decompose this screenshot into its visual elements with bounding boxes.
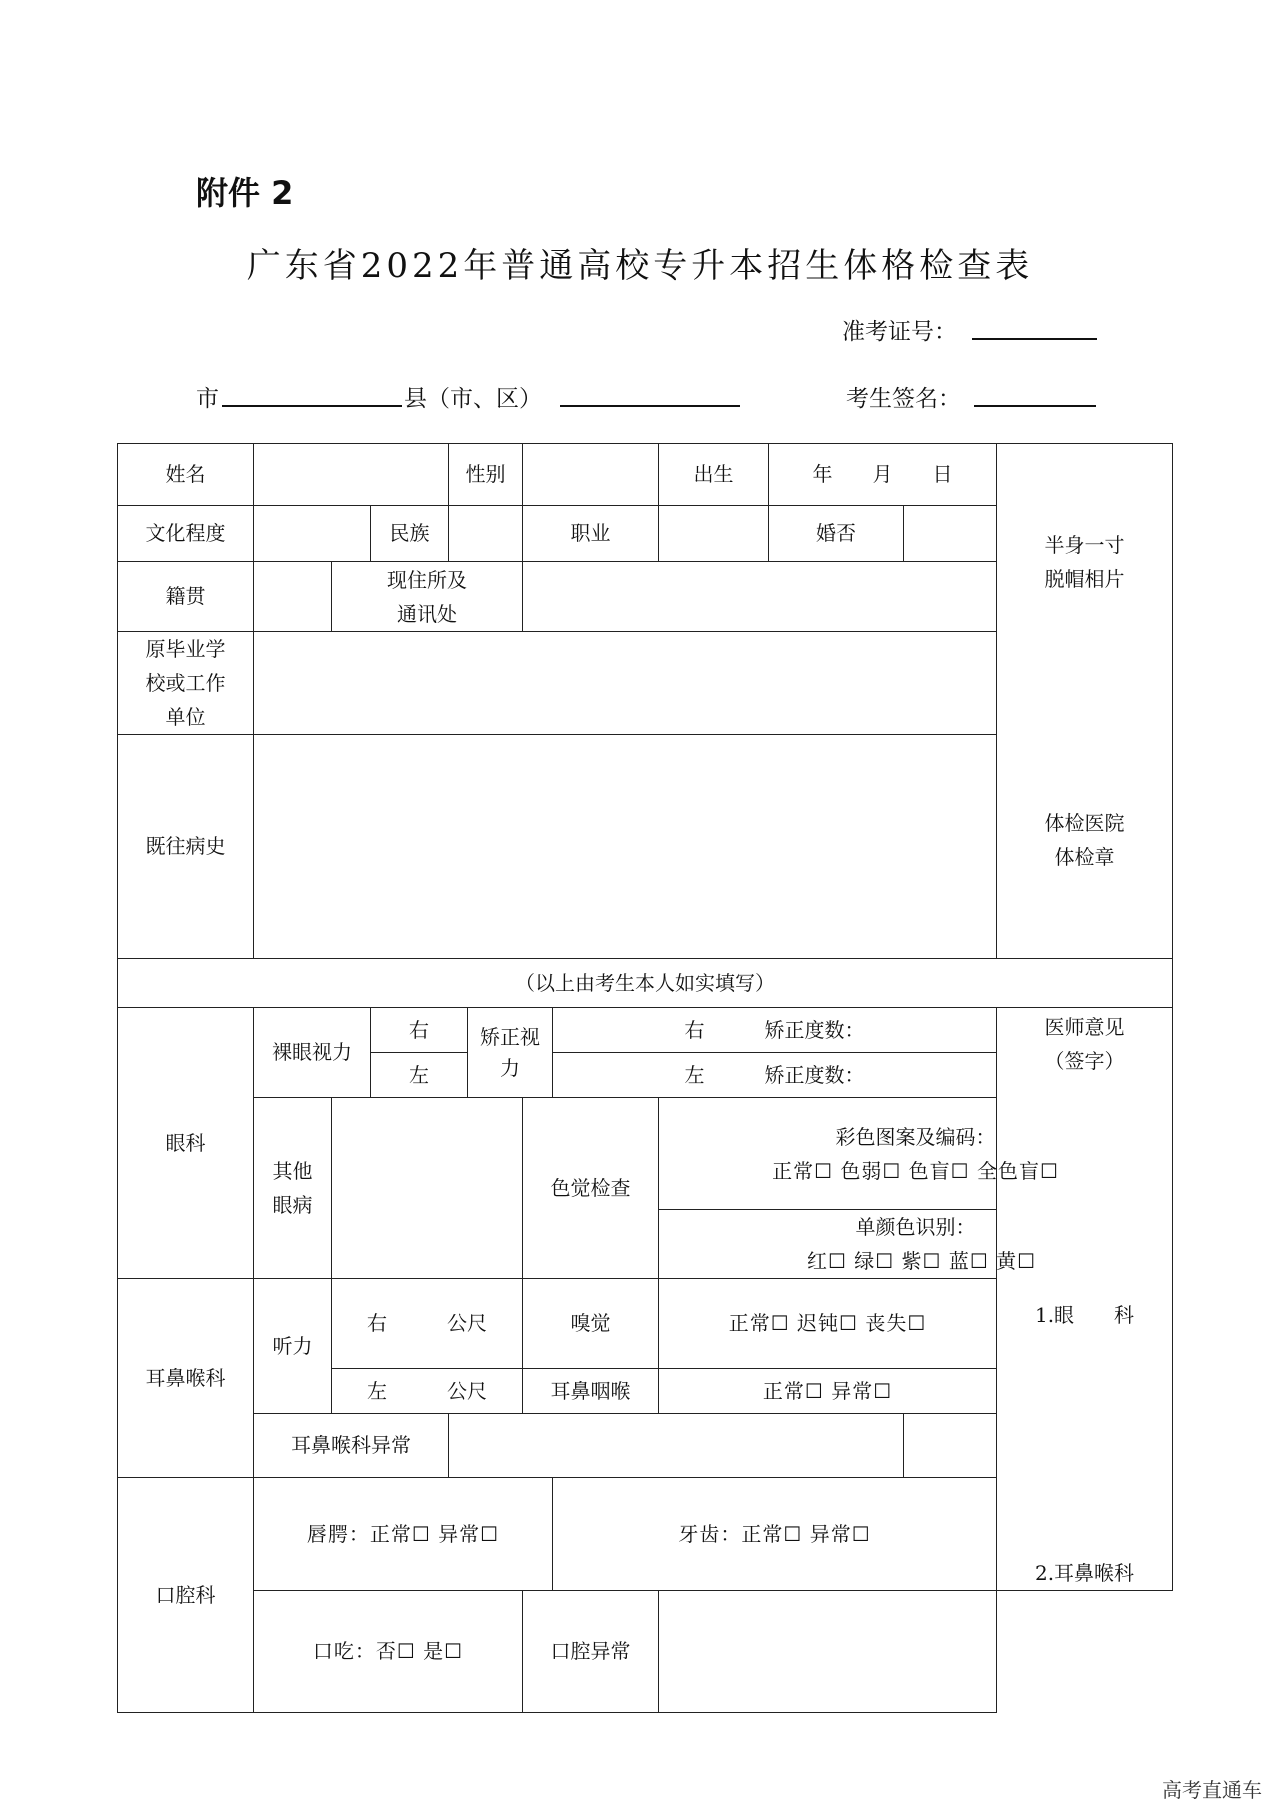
exam-id-label: 准考证号： xyxy=(842,319,957,345)
ent-section-label: 耳鼻喉科 xyxy=(118,1279,254,1478)
address-field[interactable] xyxy=(523,562,997,632)
photo-area xyxy=(997,444,1173,959)
occupation-field[interactable] xyxy=(659,506,769,562)
county-label: 县（市、区） xyxy=(404,386,542,412)
address-label-line1: 现住所及 xyxy=(387,567,467,592)
attachment-label: 附件 2 xyxy=(196,174,294,212)
smell-label: 嗅觉 xyxy=(523,1279,659,1369)
school-field[interactable] xyxy=(254,632,997,735)
history-field[interactable] xyxy=(254,735,997,959)
city-field[interactable] xyxy=(222,405,402,407)
color-check-label: 色觉检查 xyxy=(523,1098,659,1279)
ethnicity-field[interactable] xyxy=(449,506,523,562)
school-label-line2: 校或工作 xyxy=(145,671,226,695)
school-label xyxy=(118,632,254,735)
history-label: 既往病史 xyxy=(118,735,254,959)
hearing-label: 听力 xyxy=(254,1279,332,1414)
photo-label-line1: 半身一寸 xyxy=(1044,533,1125,557)
hearing-right-field[interactable]: 右 公尺 xyxy=(332,1279,523,1369)
ent-abnormal-label: 耳鼻喉科异常 xyxy=(254,1414,449,1478)
lip-options[interactable]: 唇腭：正常☐ 异常☐ xyxy=(254,1478,553,1591)
physical-exam-table xyxy=(117,443,1173,1713)
oral-section-label: 口腔科 xyxy=(118,1478,254,1713)
watermark: 高考直通车 xyxy=(1162,1778,1262,1802)
birth-label: 出生 xyxy=(659,444,769,506)
name-label: 姓名 xyxy=(118,444,254,506)
corrected-left-field[interactable]: 左 矫正度数： xyxy=(553,1053,997,1098)
naked-left-field[interactable]: 左 xyxy=(371,1053,468,1098)
signature-field[interactable] xyxy=(974,405,1096,407)
color-pattern-cell xyxy=(659,1098,1173,1210)
self-fill-note: （以上由考生本人如实填写） xyxy=(118,959,1173,1008)
oral-abnormal-field[interactable] xyxy=(659,1591,997,1713)
form-title: 广东省2022年普通高校专升本招生体格检查表 xyxy=(246,246,1034,286)
stamp-label-line2: 体检章 xyxy=(1054,845,1115,869)
eye-section-label: 眼科 xyxy=(118,1008,254,1279)
ent-abnormal-field[interactable] xyxy=(449,1414,904,1478)
doctor-sign-label: （签字） xyxy=(1044,1049,1125,1073)
education-field[interactable] xyxy=(254,506,371,562)
single-color-cell xyxy=(659,1210,1173,1279)
other-eye-label-line1: 其他 xyxy=(272,1159,313,1183)
address-label-line2: 通讯处 xyxy=(397,601,457,626)
color-pattern-label: 彩色图案及编码： xyxy=(835,1124,996,1149)
doctor-ent-item: 2.耳鼻喉科 xyxy=(1034,1561,1135,1585)
corrected-right-field[interactable]: 右 矫正度数： xyxy=(553,1008,997,1053)
native-place-field[interactable] xyxy=(254,562,332,632)
oral-abnormal-label: 口腔异常 xyxy=(523,1591,659,1713)
county-field[interactable] xyxy=(560,405,740,407)
address-label xyxy=(332,562,523,632)
gender-label: 性别 xyxy=(449,444,523,506)
photo-label-line2: 脱帽相片 xyxy=(1044,567,1125,591)
other-eye-field[interactable] xyxy=(332,1098,523,1279)
throat-options[interactable]: 正常☐ 异常☐ xyxy=(659,1369,997,1414)
hearing-left-field[interactable]: 左 公尺 xyxy=(332,1369,523,1414)
native-place-label: 籍贯 xyxy=(118,562,254,632)
other-eye-label xyxy=(254,1098,332,1279)
signature-label: 考生签名： xyxy=(846,386,961,412)
exam-id-field[interactable] xyxy=(972,338,1097,340)
stutter-options[interactable]: 口吃：否☐ 是☐ xyxy=(254,1591,523,1713)
single-color-options[interactable]: 红☐ 绿☐ 紫☐ 蓝☐ 黄☐ xyxy=(806,1249,1037,1273)
city-label: 市 xyxy=(196,386,219,412)
marital-field[interactable] xyxy=(904,506,997,562)
gender-field[interactable] xyxy=(523,444,659,506)
doctor-eye-item: 1.眼 科 xyxy=(1034,1303,1135,1327)
other-eye-label-line2: 眼病 xyxy=(272,1193,313,1217)
teeth-options[interactable]: 牙齿：正常☐ 异常☐ xyxy=(553,1478,997,1591)
smell-options[interactable]: 正常☐ 迟钝☐ 丧失☐ xyxy=(659,1279,997,1369)
naked-right-field[interactable]: 右 xyxy=(371,1008,468,1053)
occupation-label: 职业 xyxy=(523,506,659,562)
naked-vision-label: 裸眼视力 xyxy=(254,1008,371,1098)
single-color-label: 单颜色识别： xyxy=(855,1215,976,1239)
corrected-vision-label: 矫正视力 xyxy=(468,1008,553,1098)
birth-date-field[interactable]: 年 月 日 xyxy=(769,444,997,506)
education-label: 文化程度 xyxy=(118,506,254,562)
name-field[interactable] xyxy=(254,444,449,506)
stamp-label-line1: 体检医院 xyxy=(1044,811,1125,835)
color-pattern-options[interactable]: 正常☐ 色弱☐ 色盲☐ 全色盲☐ xyxy=(772,1158,1059,1183)
school-label-line3: 单位 xyxy=(165,705,206,729)
doctor-opinion-column xyxy=(997,1008,1173,1591)
marital-label: 婚否 xyxy=(769,506,904,562)
throat-label: 耳鼻咽喉 xyxy=(523,1369,659,1414)
doctor-opinion-label: 医师意见 xyxy=(1044,1015,1125,1039)
school-label-line1: 原毕业学 xyxy=(145,637,226,661)
ethnicity-label: 民族 xyxy=(371,506,449,562)
